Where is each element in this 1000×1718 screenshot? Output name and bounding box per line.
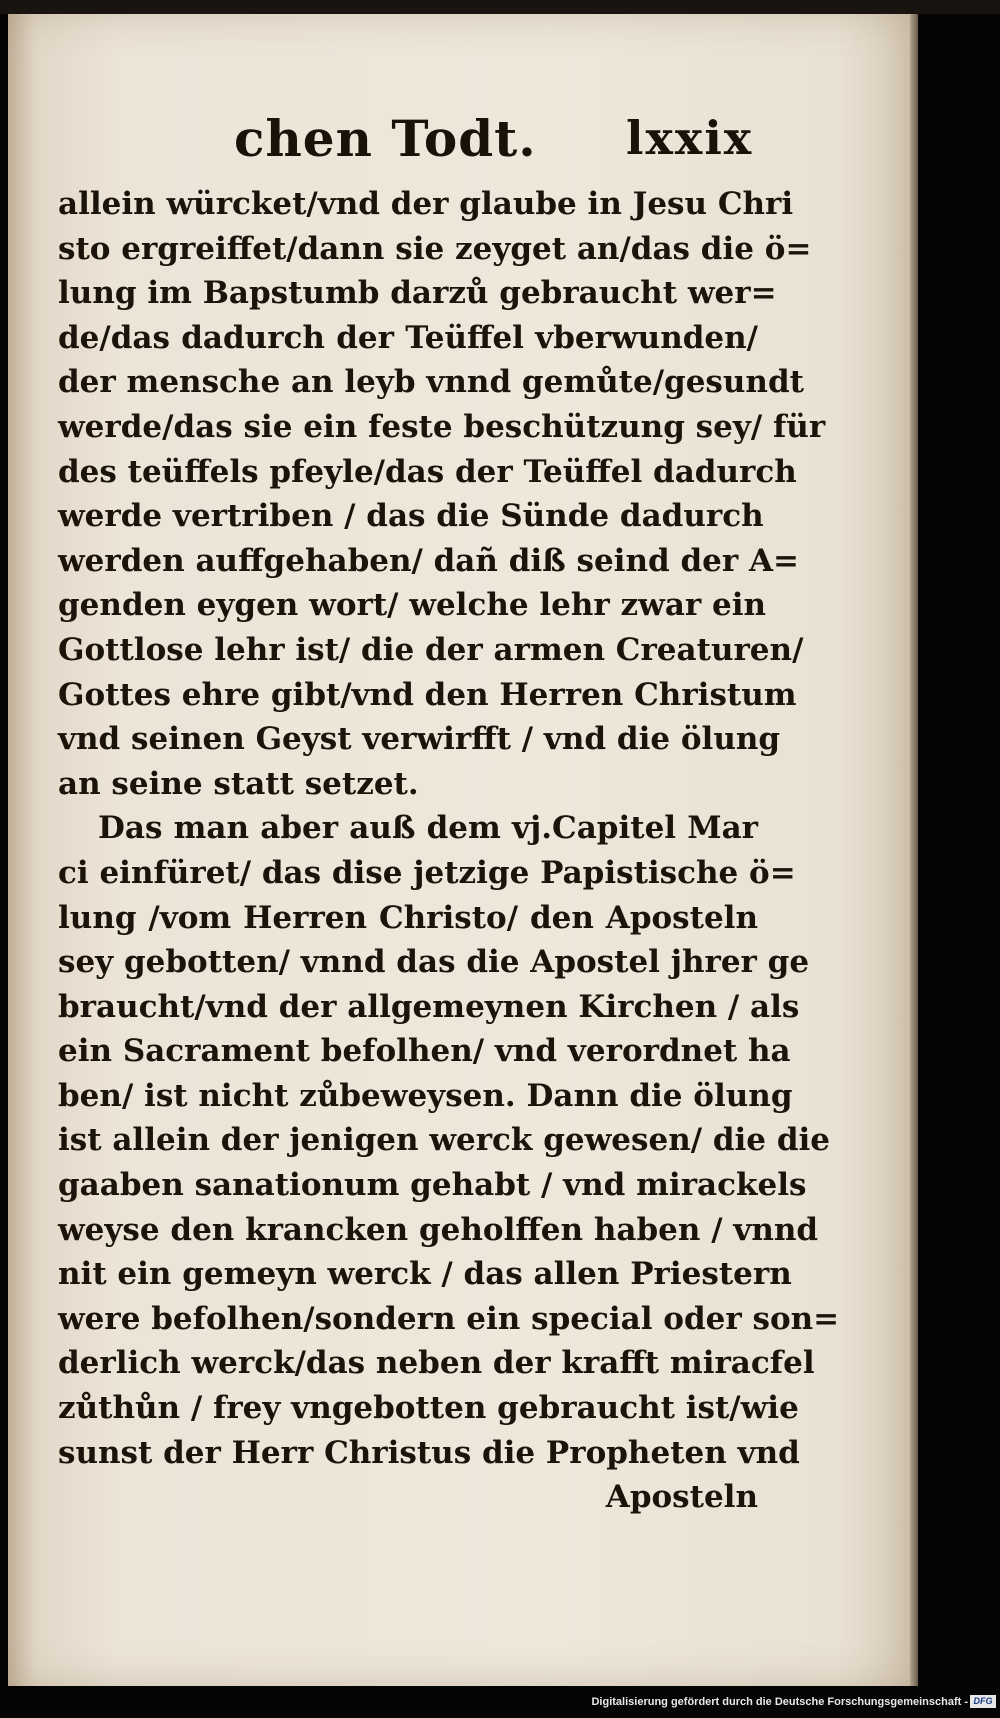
text-line: werde/das sie ein feste beschützung sey/ für <box>58 408 826 445</box>
page-header <box>8 109 910 179</box>
text-line: werden auffgehaben/ dañ diß seind der A= <box>58 542 800 579</box>
text-line: ben/ ist nicht zůbeweysen. Dann die ölung <box>58 1077 793 1114</box>
text-line: de/das dadurch der Teüffel vberwunden/ <box>58 319 758 356</box>
book-page <box>8 14 910 1686</box>
text-line: ein Sacrament befolhen/ vnd verordnet ha <box>58 1033 791 1070</box>
text-line: were befolhen/sondern ein special oder son= <box>58 1300 840 1337</box>
text-line: zůthůn / frey vngebotten gebraucht ist/wie <box>58 1390 799 1427</box>
scan-top-border <box>0 0 1000 14</box>
funding-credit: Digitalisierung gefördert durch die Deutsche Forschungsgemeinschaft - <box>591 1696 968 1708</box>
text-line: gaaben sanationum gehabt / vnd mirackels <box>58 1167 807 1204</box>
text-line: Gottes ehre gibt/vnd den Herren Christum <box>58 676 797 713</box>
text-line: ci einfüret/ das dise jetzige Papistische ö= <box>58 854 796 891</box>
text-line: weyse den krancken geholffen haben / vnnd <box>58 1211 819 1248</box>
text-line: sunst der Herr Christus die Propheten vnd <box>58 1434 800 1471</box>
dfg-logo-icon: DFG <box>970 1695 996 1708</box>
text-line: an seine statt setzet. <box>58 765 419 802</box>
text-line: vnd seinen Geyst verwirfft / vnd die ölung <box>58 721 781 758</box>
text-block <box>58 182 840 1520</box>
footer-bar <box>0 1686 1000 1718</box>
catchword: Aposteln <box>605 1479 758 1516</box>
paragraph-start-line: Das man aber auß dem vj.Capitel Mar <box>98 810 758 847</box>
text-line: sto ergreiffet/dann sie zeyget an/das die ö= <box>58 230 812 267</box>
text-line: nit ein gemeyn werck / das allen Priestern <box>58 1256 792 1293</box>
running-head: chen Todt. <box>234 109 537 168</box>
text-line: genden eygen wort/ welche lehr zwar ein <box>58 587 767 624</box>
text-line: ist allein der jenigen werck gewesen/ die die <box>58 1122 830 1159</box>
folio-number: lxxix <box>626 111 754 165</box>
text-line: braucht/vnd der allgemeynen Kirchen / als <box>58 988 800 1025</box>
text-line: allein würcket/vnd der glaube in Jesu Chri <box>58 186 794 222</box>
text-line: des teüffels pfeyle/das der Teüffel dadurch <box>58 453 797 490</box>
text-line: sey gebotten/ vnnd das die Apostel jhrer ge <box>58 944 810 981</box>
text-line: lung /vom Herren Christo/ den Aposteln <box>58 899 758 936</box>
text-line: werde vertriben / das die Sünde dadurch <box>58 498 764 535</box>
text-line: derlich werck/das neben der krafft miracfel <box>58 1345 815 1382</box>
text-line: lung im Bapstumb darzů gebraucht wer= <box>58 275 777 312</box>
text-line: Gottlose lehr ist/ die der armen Creaturen/ <box>58 631 804 668</box>
text-line: der mensche an leyb vnnd gemůte/gesundt <box>58 364 804 401</box>
page-edge <box>910 14 918 1686</box>
